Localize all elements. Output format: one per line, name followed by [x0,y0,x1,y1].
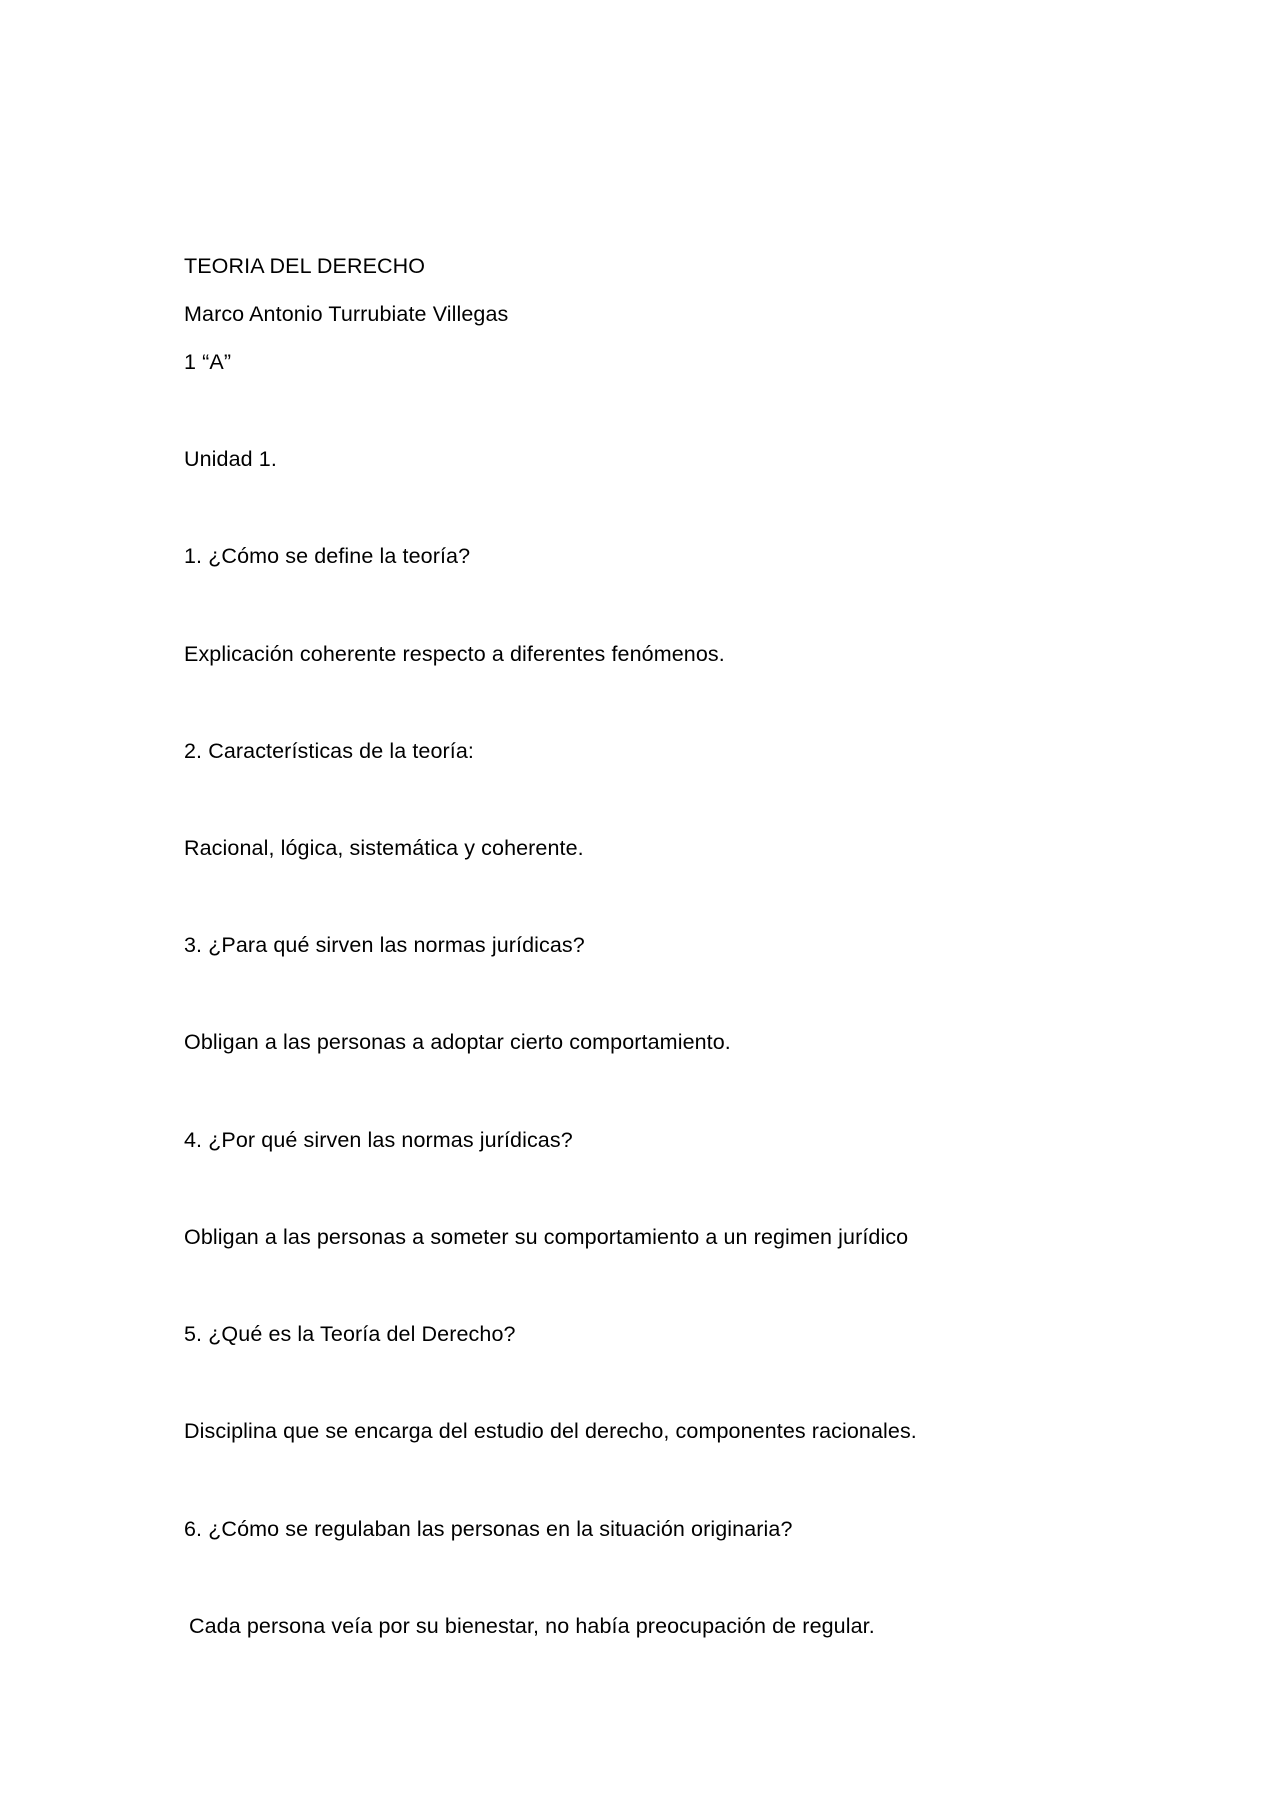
unit-heading: Unidad 1. [184,447,277,471]
question-6: 6. ¿Cómo se regulaban las personas en la situación originaria? [184,1517,793,1541]
question-2: 2. Características de la teoría: [184,739,474,763]
course-title: TEORIA DEL DERECHO [184,254,426,278]
answer-6: Cada persona veía por su bienestar, no había preocupación de regular. [189,1614,875,1638]
question-1: 1. ¿Cómo se define la teoría? [184,544,471,568]
answer-4: Obligan a las personas a someter su comportamiento a un regimen jurídico [184,1225,909,1249]
question-4: 4. ¿Por qué sirven las normas jurídicas? [184,1128,573,1152]
answer-2: Racional, lógica, sistemática y coherente. [184,836,584,860]
question-5: 5. ¿Qué es la Teoría del Derecho? [184,1322,516,1346]
answer-1: Explicación coherente respecto a diferentes fenómenos. [184,642,725,666]
group-label: 1 “A” [184,350,232,374]
answer-3: Obligan a las personas a adoptar cierto comportamiento. [184,1030,731,1054]
answer-5: Disciplina que se encarga del estudio del derecho, componentes racionales. [184,1419,917,1443]
question-3: 3. ¿Para qué sirven las normas jurídicas? [184,933,585,957]
author-name: Marco Antonio Turrubiate Villegas [184,302,509,326]
